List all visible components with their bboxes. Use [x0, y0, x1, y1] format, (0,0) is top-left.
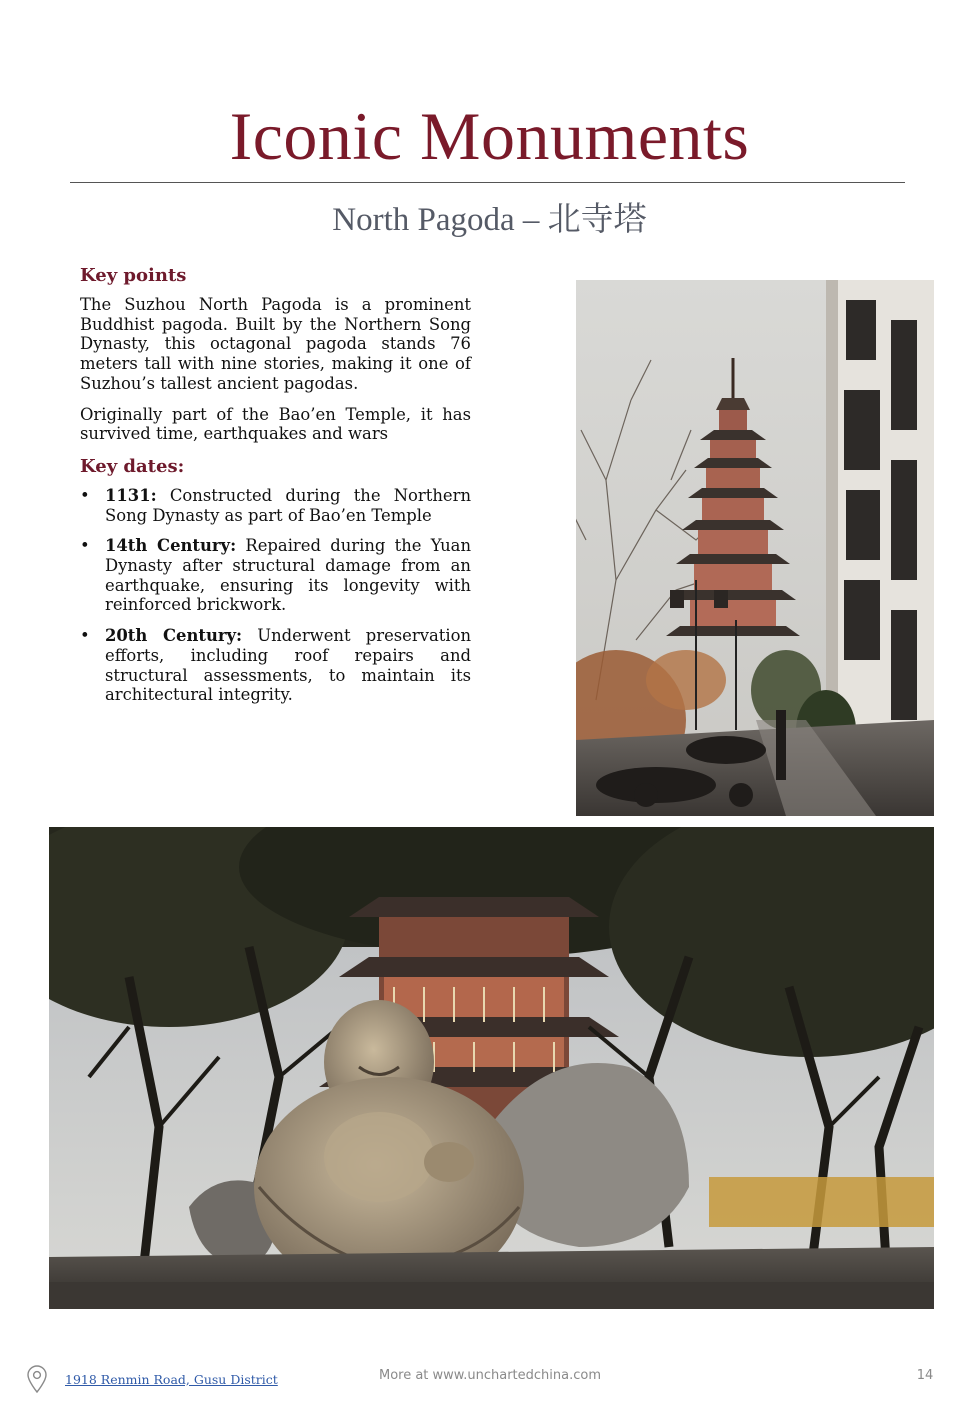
address-link[interactable]: 1918 Renmin Road, Gusu District [65, 1371, 278, 1387]
footer-website: More at www.unchartedchina.com [378, 1368, 601, 1383]
key-points-paragraph: The Suzhou North Pagoda is a prominent Buddhist pagoda. Built by the Northern Song Dynasty, this octagonal pagoda stands 76 meters tall with nine stories, making it one of Suzhou’s tallest ancient pagodas. [80, 295, 471, 393]
bullet-icon: • [80, 536, 90, 556]
key-date-item [80, 626, 471, 705]
key-date-text: Constructed during the Northern Song Dynasty as part of Bao’en Temple [105, 485, 471, 525]
page-subtitle: North Pagoda – 北寺塔 [332, 202, 647, 238]
key-date-text: Repaired during the Yuan Dynasty after structural damage from an earthquake, ensuring its longevity with reinforced brickwork. [105, 536, 472, 615]
north-pagoda-street-photo [576, 280, 934, 816]
key-date-text: Underwent preservation efforts, including roof repairs and structural assessments, to maintain its architectural integrity. [105, 626, 471, 705]
location-pin-icon [26, 1364, 48, 1394]
key-date-label: 14th Century: [105, 536, 237, 556]
title-divider [70, 182, 905, 183]
key-date-label: 1131: [105, 485, 157, 505]
key-dates-list [80, 486, 471, 705]
key-points-heading: Key points [80, 265, 187, 286]
bullet-icon: • [80, 485, 90, 505]
page-number: 14 [916, 1368, 934, 1383]
footer-address-block [26, 1364, 278, 1394]
key-date-label: 20th Century: [105, 626, 243, 646]
text-column [80, 264, 471, 716]
buddha-statue-pagoda-photo [49, 827, 934, 1309]
key-dates-heading: Key dates: [80, 455, 185, 477]
key-date-item [80, 536, 471, 615]
page-title: Iconic Monuments [229, 98, 750, 174]
key-points-paragraph: Originally part of the Bao’en Temple, it has survived time, earthquakes and wars [80, 404, 471, 444]
bullet-icon: • [80, 626, 90, 646]
key-date-item [80, 486, 471, 525]
